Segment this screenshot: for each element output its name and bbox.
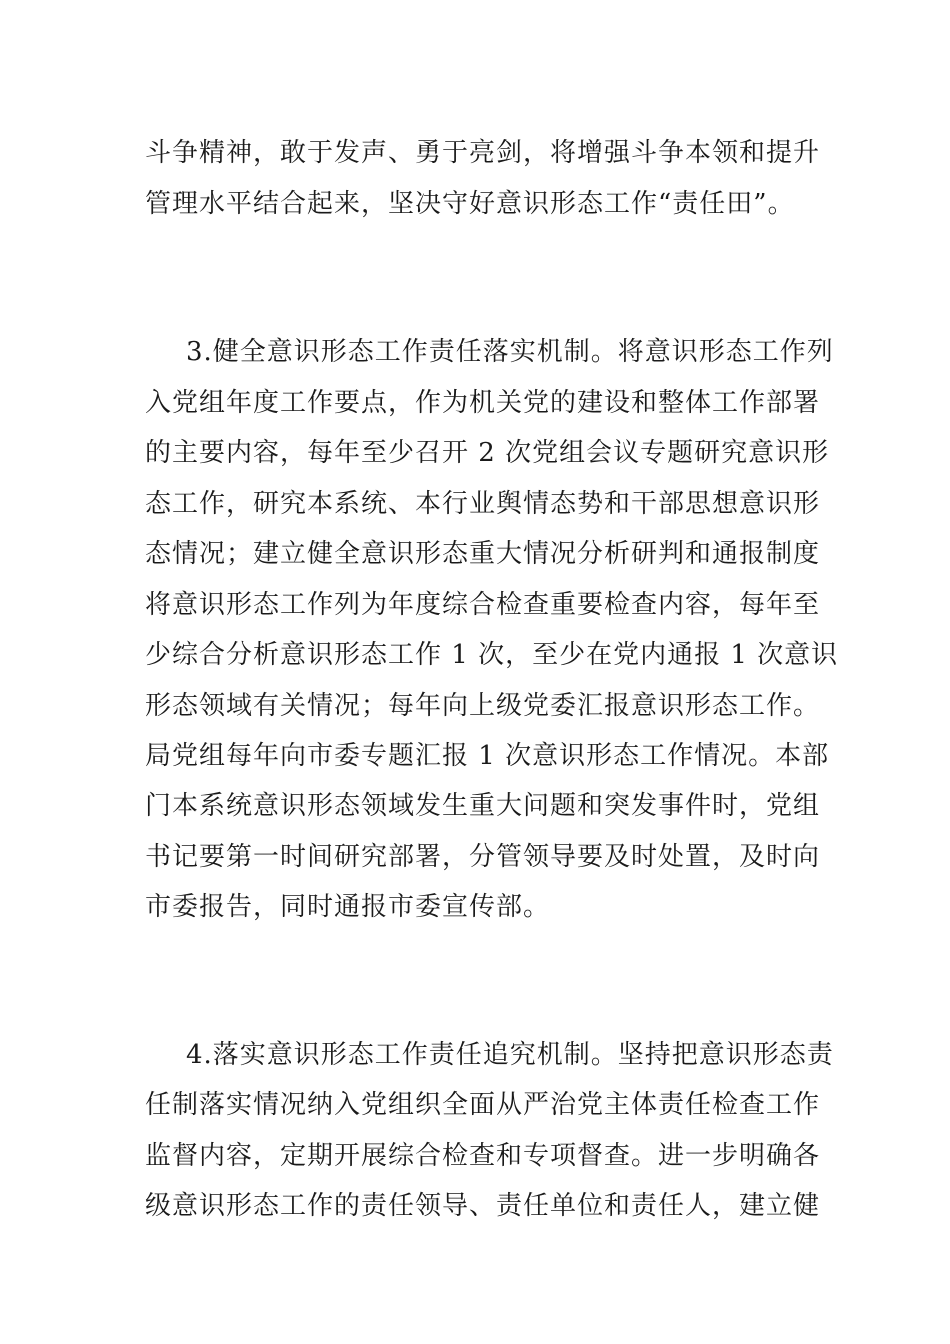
text-line: 任制落实情况纳入党组织全面从严治党主体责任检查工作 xyxy=(145,1090,821,1120)
text-line: 将意识形态工作列为年度综合检查重要检查内容，每年至 xyxy=(145,590,821,620)
text-line: 态情况；建立健全意识形态重大情况分析研判和通报制度 xyxy=(145,539,821,569)
text-line: 的主要内容，每年至少召开 2 次党组会议专题研究意识形 xyxy=(145,438,830,468)
text-line: 少综合分析意识形态工作 1 次，至少在党内通报 1 次意识 xyxy=(145,640,839,670)
text-line: 斗争精神，敢于发声、勇于亮剑，将增强斗争本领和提升 xyxy=(145,138,821,168)
text-line: 局党组每年向市委专题汇报 1 次意识形态工作情况。本部 xyxy=(145,741,830,771)
text-line: 监督内容，定期开展综合检查和专项督查。进一步明确各 xyxy=(145,1141,821,1171)
text-line: 态工作，研究本系统、本行业舆情态势和干部思想意识形 xyxy=(145,489,821,519)
text-line: 市委报告，同时通报市委宣传部。 xyxy=(145,892,551,922)
text-line: 书记要第一时间研究部署，分管领导要及时处置，及时向 xyxy=(145,842,821,872)
text-line: 管理水平结合起来，坚决守好意识形态工作“责任田”。 xyxy=(145,189,795,219)
text-line: 门本系统意识形态领域发生重大问题和突发事件时，党组 xyxy=(145,791,821,821)
paragraph-3-first-line: 3.健全意识形态工作责任落实机制。将意识形态工作列 xyxy=(186,337,834,367)
text-line: 入党组年度工作要点，作为机关党的建设和整体工作部署 xyxy=(145,388,821,418)
text-line: 形态领域有关情况；每年向上级党委汇报意识形态工作。 xyxy=(145,691,821,721)
text-line: 级意识形态工作的责任领导、责任单位和责任人，建立健 xyxy=(145,1191,821,1221)
paragraph-4-first-line: 4.落实意识形态工作责任追究机制。坚持把意识形态责 xyxy=(186,1040,834,1070)
